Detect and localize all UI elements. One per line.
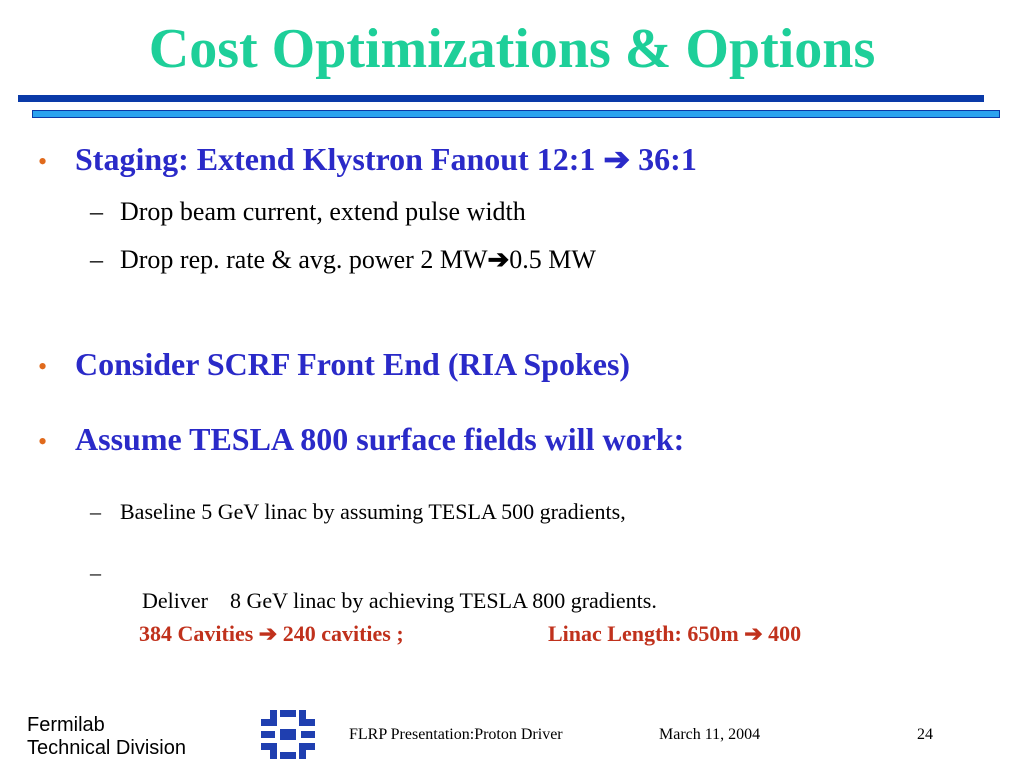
bullet-1-sub-1 xyxy=(120,196,526,228)
bullet-3-sub-2-text: Deliver 8 GeV linac by achieving TESLA 800 gradients. xyxy=(142,588,657,613)
bullet-dot: • xyxy=(38,427,48,456)
bullet-2 xyxy=(75,345,630,383)
bullet-1-sub-2-text: Drop rep. rate & avg. power 2 MW xyxy=(120,245,488,274)
sub-dash: – xyxy=(90,197,103,226)
cavities-to: 240 cavities ; xyxy=(282,621,404,646)
bullet-dot: • xyxy=(38,147,48,176)
arrow-right-icon: ➔ xyxy=(744,621,763,646)
footer-presentation: FLRP Presentation:Proton Driver xyxy=(349,726,563,743)
arrow-right-icon: ➔ xyxy=(258,621,278,646)
linac-length-summary xyxy=(548,620,801,648)
sub-dash: – xyxy=(90,560,101,585)
bullet-3-sub-1 xyxy=(120,498,626,526)
linac-length-to: 400 xyxy=(768,621,802,646)
slide-title: Cost Optimizations & Options xyxy=(148,18,876,80)
bullet-dot: • xyxy=(38,352,48,381)
sub-dash: – xyxy=(90,499,101,524)
arrow-right-icon: ➔ xyxy=(487,245,510,274)
arrow-right-icon: ➔ xyxy=(603,141,631,177)
footer-org-line2: Technical Division xyxy=(27,737,186,759)
cavities-summary xyxy=(139,620,404,648)
bullet-1-text: Staging: Extend Klystron Fanout 12:1 xyxy=(75,141,596,177)
title-divider-thin xyxy=(32,110,1000,118)
footer-organization xyxy=(27,714,186,760)
bullet-1-after: 36:1 xyxy=(638,141,697,177)
bullet-1 xyxy=(75,140,697,178)
bullet-1-sub-1-text: Drop beam current, extend pulse width xyxy=(120,197,526,226)
bullet-3 xyxy=(75,420,684,458)
footer-page-number: 24 xyxy=(917,726,933,743)
bullet-1-sub-2-after: 0.5 MW xyxy=(509,245,596,274)
bullet-1-sub-2 xyxy=(120,244,596,276)
cavities-from: 384 Cavities xyxy=(139,621,254,646)
linac-length-label: Linac Length: 650m xyxy=(548,621,739,646)
title-divider-thick xyxy=(18,95,984,102)
footer-date: March 11, 2004 xyxy=(659,726,761,743)
bullet-2-text: Consider SCRF Front End (RIA Spokes) xyxy=(75,346,631,382)
bullet-3-text: Assume TESLA 800 surface fields will work: xyxy=(75,421,685,457)
bullet-3-sub-1-text: Baseline 5 GeV linac by assuming TESLA 500 gradients, xyxy=(120,499,626,524)
sub-dash: – xyxy=(90,245,103,274)
footer-org-line1: Fermilab xyxy=(27,714,105,736)
fermilab-logo-icon xyxy=(258,707,318,762)
